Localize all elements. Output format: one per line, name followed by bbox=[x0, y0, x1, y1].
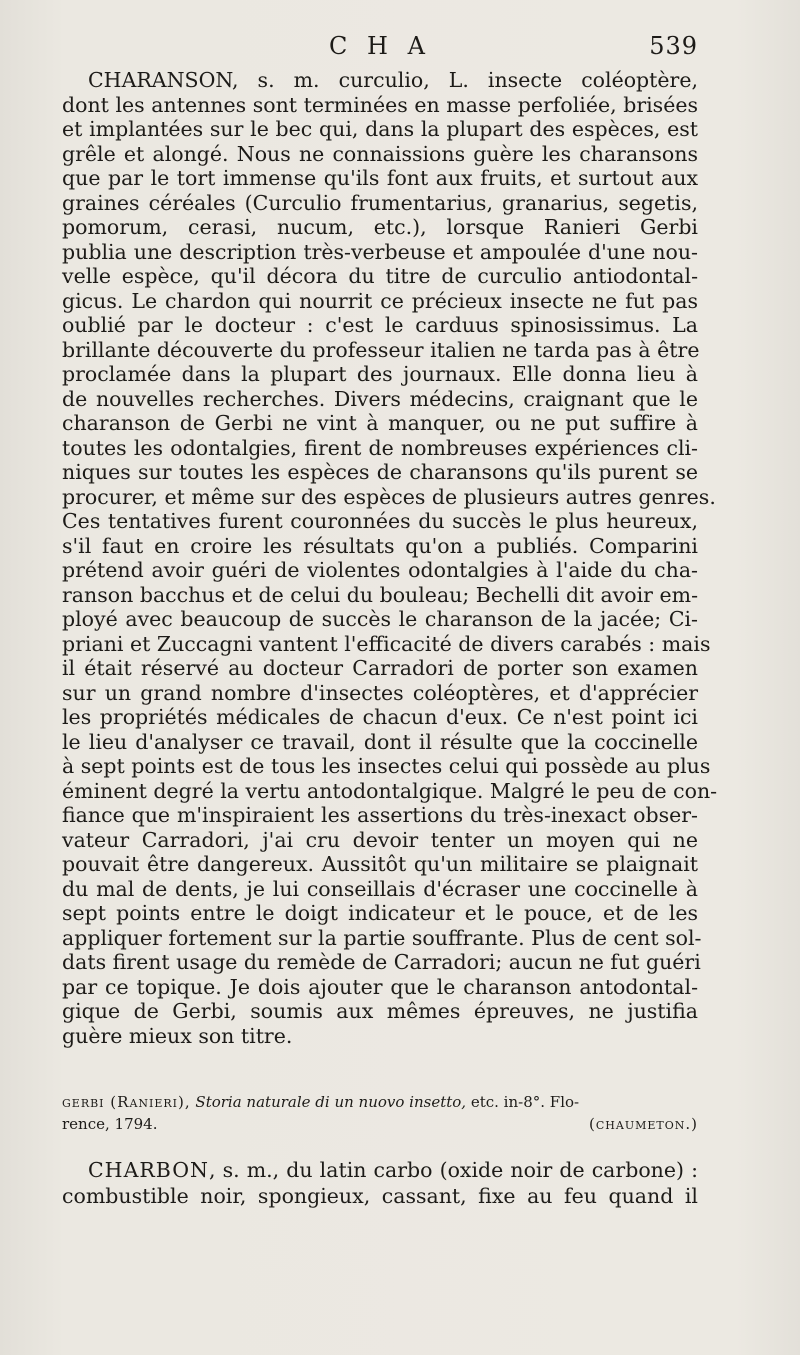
text-line: graines céréales (Curculio frumentarius, granarius, segetis, bbox=[62, 190, 698, 215]
text-line: pomorum, cerasi, nucum, etc.), lorsque Ranieri Gerbi bbox=[62, 215, 698, 239]
text-line: que par le tort immense qu'ils font aux fruits, et surtout aux bbox=[62, 166, 698, 190]
entry-definition-start: , s. m., du latin carbo (oxide noir de carbone) : bbox=[209, 1158, 698, 1182]
text-line: les propriétés médicales de chacun d'eux. Ce n'est point ici bbox=[62, 705, 698, 729]
text-line: niques sur toutes les espèces de charansons qu'ils purent se bbox=[62, 460, 698, 484]
text-line: grêle et alongé. Nous ne connaissions guère les charansons bbox=[62, 141, 698, 166]
text-line: proclamée dans la plupart des journaux. Elle donna lieu à bbox=[62, 362, 698, 386]
reference-author: gerbi (Ranieri), bbox=[62, 1093, 191, 1111]
reference-place-date: rence, 1794. bbox=[62, 1115, 158, 1133]
text-line: vateur Carradori, j'ai cru devoir tenter un moyen qui ne bbox=[62, 827, 698, 852]
text-line: dats firent usage du remède de Carradori; aucun ne fut guéri bbox=[62, 950, 701, 974]
running-header bbox=[62, 32, 698, 68]
reference-details: etc. in-8°. Flo- bbox=[470, 1093, 580, 1111]
text-line: sept points entre le doigt indicateur et le pouce, et de les bbox=[62, 901, 698, 925]
text-line: sur un grand nombre d'insectes coléoptères, et d'apprécier bbox=[62, 680, 698, 705]
text-line: publia une description très-verbeuse et ampoulée d'une nou- bbox=[62, 239, 698, 264]
entry-definition-line: combustible noir, spongieux, cassant, fixe au feu quand il bbox=[62, 1184, 698, 1208]
text-line: charanson de Gerbi ne vint à manquer, ou ne put suffire à bbox=[62, 411, 698, 435]
text-line: oublié par le docteur : c'est le carduus spinosissimus. La bbox=[62, 313, 698, 337]
text-line: de nouvelles recherches. Divers médecins, craignant que le bbox=[62, 386, 698, 411]
text-line: par ce topique. Je dois ajouter que le charanson antodontal- bbox=[62, 974, 698, 999]
text-line: prétend avoir guéri de violentes odontalgies à l'aide du cha- bbox=[62, 558, 698, 582]
text-line: pouvait être dangereux. Aussitôt qu'un militaire se plaignait bbox=[62, 852, 698, 876]
text-line: à sept points est de tous les insectes celui qui possède au plus bbox=[62, 754, 711, 778]
text-line: il était réservé au docteur Carradori de porter son examen bbox=[62, 656, 698, 680]
text-line: gique de Gerbi, soumis aux mêmes épreuves, ne justifia bbox=[62, 999, 698, 1023]
text-line: ployé avec beaucoup de succès le charanson de la jacée; Ci- bbox=[62, 607, 698, 631]
reference-signature: (chaumeton.) bbox=[589, 1115, 698, 1133]
text-line: éminent degré la vertu antodontalgique. Malgré le peu de con- bbox=[62, 778, 718, 803]
article-charanson bbox=[62, 68, 718, 1048]
text-line: Ces tentatives furent couronnées du succès le plus heureux, bbox=[62, 509, 698, 533]
article-charbon bbox=[62, 1157, 698, 1209]
text-line: priani et Zuccagni vantent l'efficacité de divers carabés : mais bbox=[62, 631, 711, 656]
header-title: C H A bbox=[329, 32, 431, 60]
reference-title: Storia naturale di un nuovo insetto, bbox=[195, 1093, 467, 1111]
text-line: et implantées sur le bec qui, dans la plupart des espèces, est bbox=[62, 117, 698, 141]
text-line: fiance que m'inspiraient les assertions du très-inexact obser- bbox=[62, 803, 698, 827]
text-line: appliquer fortement sur la partie souffrante. Plus de cent sol- bbox=[62, 925, 702, 950]
text-line: gicus. Le chardon qui nourrit ce précieux insecte ne fut pas bbox=[62, 288, 698, 313]
entry-headword: CHARBON bbox=[88, 1158, 209, 1182]
text-line: velle espèce, qu'il décora du titre de curculio antiodontal- bbox=[62, 264, 698, 288]
text-line: dont les antennes sont terminées en masse perfoliée, brisées bbox=[62, 92, 698, 117]
text-line: procurer, et même sur des espèces de plusieurs autres genres. bbox=[62, 484, 716, 509]
text-line: toutes les odontalgies, firent de nombreuses expériences cli- bbox=[62, 435, 698, 460]
text-line: le lieu d'analyser ce travail, dont il résulte que la coccinelle bbox=[62, 729, 698, 754]
text-line: s'il faut en croire les résultats qu'on a publiés. Comparini bbox=[62, 533, 698, 558]
text-line: du mal de dents, je lui conseillais d'écraser une coccinelle à bbox=[62, 876, 698, 901]
bibliographic-reference bbox=[62, 1091, 698, 1135]
text-line: ranson bacchus et de celui du bouleau; Bechelli dit avoir em- bbox=[62, 582, 698, 607]
text-line: brillante découverte du professeur italien ne tarda pas à être bbox=[62, 337, 700, 362]
page-number: 539 bbox=[649, 32, 698, 60]
text-line: guère mieux son titre. bbox=[62, 1023, 293, 1048]
text-line: CHARANSON, s. m. curculio, L. insecte coléoptère, bbox=[88, 68, 698, 92]
